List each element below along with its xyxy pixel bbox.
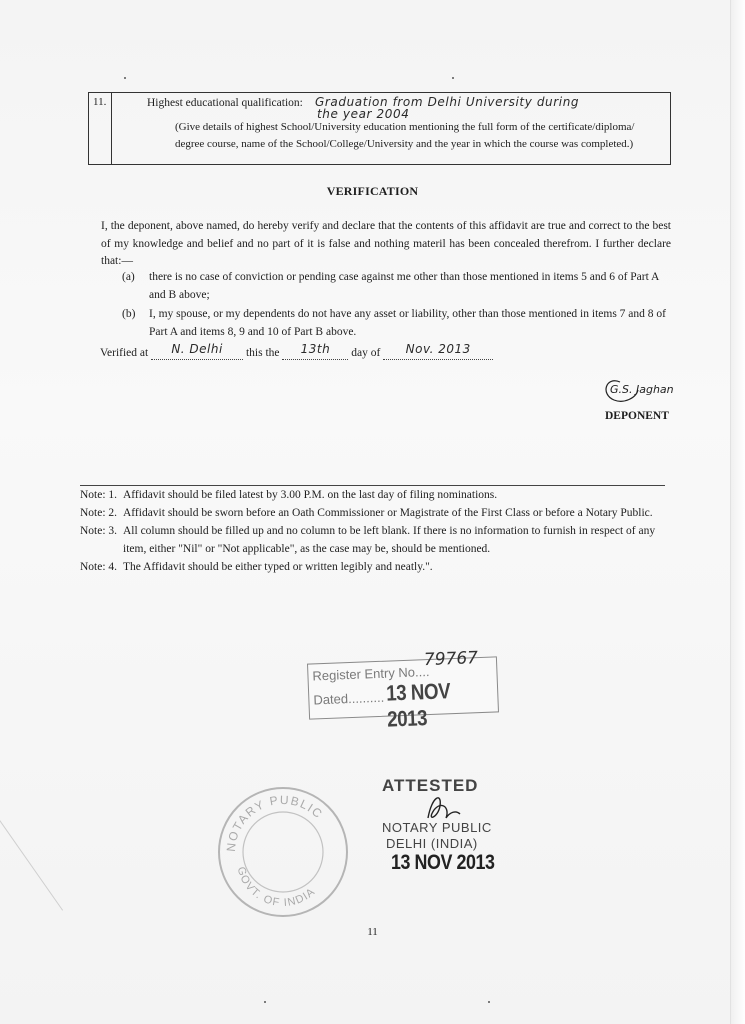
attestation-date: 13 NOV 2013: [391, 851, 495, 874]
qualification-instructions-line2: degree course, name of the School/College/University and the year in which the course was completed.): [175, 138, 634, 150]
note-text: The Affidavit should be either typed or written legibly and neatly.".: [123, 561, 433, 573]
notary-public-line: NOTARY PUBLIC: [382, 820, 492, 835]
ink-speck: [124, 77, 126, 79]
place-handwriting: N. Delhi: [171, 342, 223, 356]
verification-paragraph: I, the deponent, above named, do hereby verify and declare that the contents of this affidavit are true and correct to the best of my knowledge and belief and no part of it is false and nothing materil has been concealed therefrom. I further declare that:—: [101, 220, 671, 267]
handwritten-qualification-line2: the year 2004: [317, 107, 410, 121]
note-label: Note: 4.: [80, 561, 118, 573]
item-b-marker: (b): [122, 308, 136, 320]
qualification-label: Highest educational qualification:: [147, 97, 303, 109]
paper-crease: [0, 820, 63, 912]
qualification-instructions-line1: (Give details of highest School/University education mentioning the full form of the certificate/diploma/: [175, 121, 635, 133]
item-a-marker: (a): [122, 271, 135, 283]
handwritten-qualification-line1: Graduation from Delhi University during: [315, 95, 580, 109]
month-year-field: [383, 342, 493, 360]
ink-speck: [488, 1001, 490, 1003]
notary-location-line: DELHI (INDIA): [386, 836, 478, 851]
register-dated-label: Dated..........: [313, 689, 385, 708]
note-label: Note: 1.: [80, 489, 118, 501]
note-continuation: item, either "Nil" or "Not applicable", as the case may be, should be mentioned.: [123, 543, 491, 555]
this-the-label: this the: [245, 347, 280, 359]
seal-ring-text: NOTARY PUBLIC: [223, 792, 326, 853]
item-b-text: I, my spouse, or my dependents do not have any asset or liability, other than those mentioned in items 7 and 8 of Part A and items 8, 9 and 10 of Part B above.: [149, 308, 666, 338]
note-1: [80, 486, 497, 504]
note-text: Affidavit should be filed latest by 3.00 P.M. on the last day of filing nominations.: [123, 489, 498, 501]
column-divider: [111, 93, 112, 164]
note-3: [80, 522, 670, 558]
note-4: [80, 558, 433, 576]
register-entry-stamp: [307, 648, 499, 732]
seal-bottom-text: GOVT. OF INDIA: [234, 865, 318, 910]
day-field: [282, 342, 348, 360]
notary-seal: [215, 784, 351, 920]
month-year-handwriting: Nov. 2013: [405, 342, 471, 356]
verified-at-label: Verified at: [100, 347, 149, 359]
page-edge: [730, 0, 745, 1024]
note-text: All column should be filled up and no column to be left blank. If there is no information to furnish in respect of any: [123, 525, 656, 537]
register-date: 13 NOV 2013: [385, 678, 451, 732]
qualification-box: [88, 92, 671, 165]
register-entry-number: 79767: [423, 648, 479, 671]
deponent-signature: [598, 360, 708, 410]
note-text: Affidavit should be sworn before an Oath Commissioner or Magistrate of the First Class or before a Notary Public.: [123, 507, 653, 519]
day-handwriting: 13th: [300, 342, 331, 356]
page-number: 11: [367, 926, 378, 938]
day-of-label: day of: [351, 347, 381, 359]
place-field: [151, 342, 243, 360]
verified-at-line: [100, 342, 493, 360]
register-entry-label: Register Entry No....: [312, 663, 430, 684]
verification-title: VERIFICATION: [326, 184, 419, 198]
note-2: [80, 504, 653, 522]
deponent-label: DEPONENT: [605, 410, 669, 422]
item-number: 11.: [93, 96, 107, 108]
ink-speck: [452, 77, 454, 79]
ink-speck: [264, 1001, 266, 1003]
signature-text: G.S. Jaghan: [610, 383, 674, 396]
item-a-text: there is no case of conviction or pending case against me other than those mentioned in items 5 and 6 of Part A and B above;: [149, 271, 659, 301]
note-label: Note: 2.: [80, 507, 118, 519]
attested-stamp: ATTESTED: [382, 776, 479, 795]
note-label: Note: 3.: [80, 525, 118, 537]
